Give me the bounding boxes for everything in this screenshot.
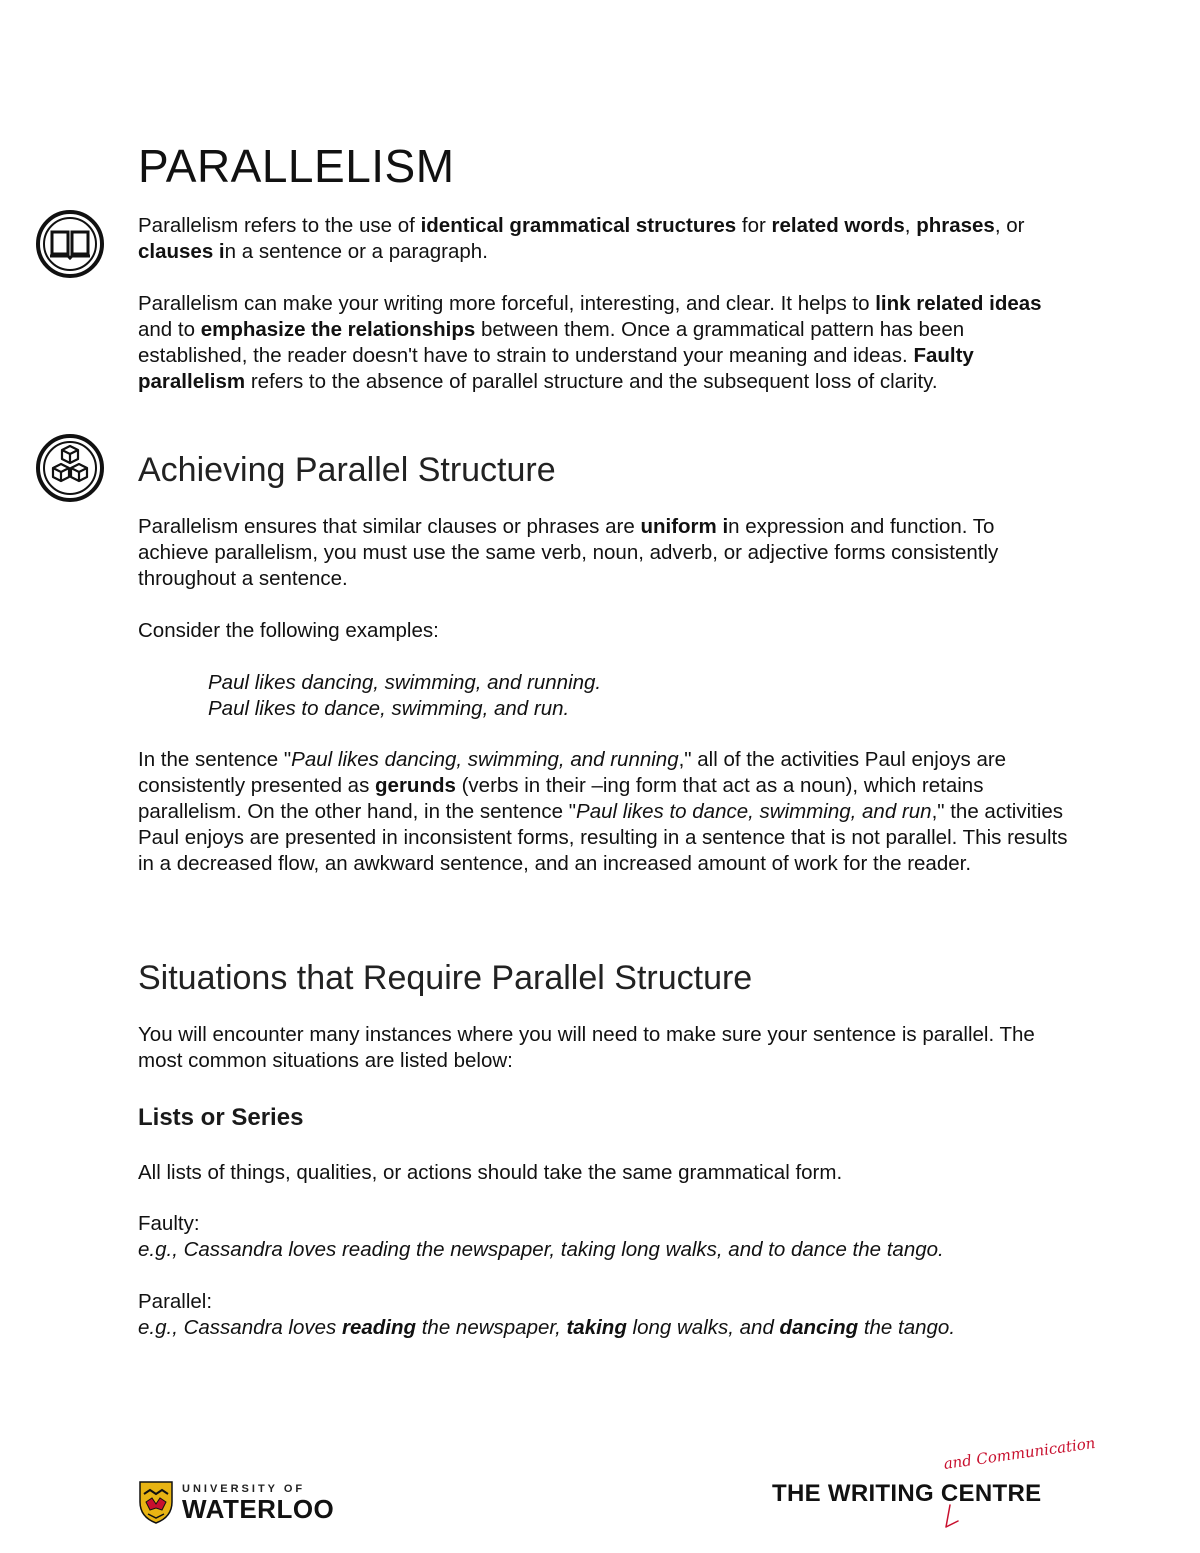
bold-run: dancing — [779, 1316, 859, 1339]
italic-run: Paul likes to dance, swimming, and run — [576, 800, 932, 823]
writing-centre-logo — [770, 1433, 1097, 1535]
text-run: long walks, and — [626, 1316, 780, 1339]
bold-run: clauses i — [138, 240, 225, 263]
book-icon — [34, 208, 106, 280]
achieving-paragraph-3 — [138, 747, 1068, 877]
text-run: the tango. — [858, 1316, 956, 1339]
section-heading-situations: Situations that Require Parallel Structure — [138, 959, 753, 997]
text-run: In the sentence " — [138, 748, 292, 771]
bold-run: phrases — [916, 214, 995, 237]
situations-paragraph-1: You will encounter many instances where you will need to make sure your sentence is parallel. The most common situations are listed below: — [138, 1023, 1035, 1072]
text-run: the newspaper, — [416, 1316, 567, 1339]
text-run: refers to the absence of parallel structure and the subsequent loss of clarity. — [245, 370, 938, 393]
text-run: ," all of the activities Paul enjoys are consistently presented as — [138, 748, 1007, 797]
logo-text-university-of: UNIVERSITY OF — [182, 1483, 306, 1495]
section-heading-achieving: Achieving Parallel Structure — [138, 451, 556, 489]
text-run: , — [904, 214, 917, 237]
bold-run: reading — [341, 1316, 417, 1339]
text-run: and to — [138, 318, 201, 341]
text-run: ," the activities Paul enjoys are presented in inconsistent forms, resulting in a sentence that is not parallel. This results in a decreased flow, an awkward sentence, and an increased amount of work for the reader. — [138, 800, 1068, 875]
bold-run: emphasize the relationships — [200, 318, 476, 341]
achieving-paragraph-1 — [138, 514, 1068, 592]
text-run: e.g., Cassandra loves — [138, 1316, 342, 1339]
logo-script-and-communication: and Communication — [942, 1433, 1097, 1473]
text-run: n expression and function. To achieve parallelism, you must use the same verb, noun, adverb, or adjective forms consistently throughout a sentence. — [138, 515, 999, 590]
bold-run: gerunds — [375, 774, 456, 797]
example-1: Paul likes dancing, swimming, and running. — [208, 671, 602, 694]
text-run: , or — [994, 214, 1025, 237]
subheading-lists-or-series: Lists or Series — [138, 1104, 304, 1131]
example-2: Paul likes to dance, swimming, and run. — [208, 697, 570, 720]
parallel-example — [138, 1315, 1068, 1341]
faulty-example: e.g., Cassandra loves reading the newspaper, taking long walks, and to dance the tango. — [138, 1238, 944, 1261]
cubes-icon — [34, 432, 106, 504]
intro-paragraph-1 — [138, 213, 1068, 265]
text-run: n a sentence or a paragraph. — [224, 240, 488, 263]
page-title: PARALLELISM — [138, 140, 455, 192]
bold-run: related words — [771, 214, 905, 237]
text-run: between them. Once a grammatical pattern has been established, the reader doesn't have to strain to understand your meaning and ideas. — [138, 318, 965, 367]
logo-text-writing-centre: THE WRITING CENTRE — [772, 1480, 1042, 1507]
faulty-label: Faulty: — [138, 1212, 200, 1235]
text-run: (verbs in their –ing form that act as a noun), which retains parallelism. On the other hand, in the sentence " — [138, 774, 984, 823]
parallel-label: Parallel: — [138, 1290, 213, 1313]
bold-run: taking — [566, 1316, 627, 1339]
bold-run: link related ideas — [875, 292, 1042, 315]
intro-paragraph-2 — [138, 291, 1068, 395]
pen-stroke-icon — [938, 1501, 968, 1531]
italic-run: Paul likes dancing, swimming, and running — [291, 748, 679, 771]
logo-text-waterloo: WATERLOO — [182, 1494, 335, 1524]
bold-run: uniform i — [640, 515, 729, 538]
text-run: Parallelism can make your writing more forceful, interesting, and clear. It helps to — [138, 292, 876, 315]
lists-paragraph: All lists of things, qualities, or actions should take the same grammatical form. — [138, 1161, 843, 1184]
waterloo-crest-icon — [138, 1480, 174, 1524]
bold-run: Faulty parallelism — [138, 344, 974, 393]
text-run: for — [736, 214, 772, 237]
text-run: Parallelism ensures that similar clauses or phrases are — [138, 515, 641, 538]
text-run: Parallelism refers to the use of — [138, 214, 421, 237]
bold-run: identical grammatical structures — [420, 214, 737, 237]
achieving-paragraph-2: Consider the following examples: — [138, 619, 439, 642]
